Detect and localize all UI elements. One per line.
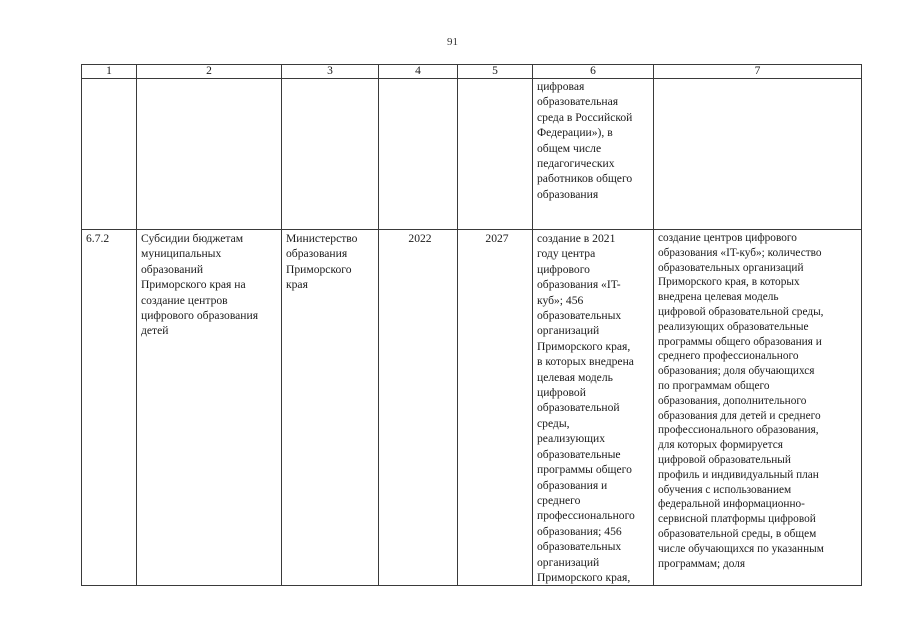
column-header-3: 3 bbox=[282, 65, 379, 79]
row-number: 6.7.2 bbox=[86, 232, 110, 245]
measure-name-cell bbox=[137, 230, 282, 586]
expected-result: создание в 2021 году центра цифрового образования «IT- куб»; 456 образовательных организаций Приморского края, в которых внедрена целевая модель цифровой образовательной среды, реализующих образовательные программы общего образования и среднего профессионального образования; 456 образовательных организаций Приморского края, bbox=[537, 232, 635, 584]
start-year: 2022 bbox=[408, 232, 432, 245]
executor: Министерство образования Приморского края bbox=[286, 232, 358, 292]
column-header-4: 4 bbox=[379, 65, 458, 79]
column-header-row bbox=[82, 65, 862, 79]
column-header-2: 2 bbox=[137, 65, 282, 79]
end-year-cell bbox=[458, 230, 533, 586]
column-header-7: 7 bbox=[654, 65, 862, 79]
cont-cell-7 bbox=[654, 79, 862, 230]
table-row-6-7-2 bbox=[82, 230, 862, 586]
cont-cell-1 bbox=[82, 79, 137, 230]
cont-cell-2 bbox=[137, 79, 282, 230]
column-header-6: 6 bbox=[533, 65, 654, 79]
cont-cell-4 bbox=[379, 79, 458, 230]
cont-cell-3 bbox=[282, 79, 379, 230]
page-number: 91 bbox=[447, 36, 458, 48]
end-year: 2027 bbox=[485, 232, 509, 245]
row-number-cell bbox=[82, 230, 137, 586]
expected-result-cell bbox=[533, 230, 654, 586]
column-header-5: 5 bbox=[458, 65, 533, 79]
start-year-cell bbox=[379, 230, 458, 586]
cont-cell-6-text: цифровая образовательная среда в Российской Федерации»), в общем числе педагогических работников общего образования bbox=[537, 80, 633, 201]
cont-cell-6 bbox=[533, 79, 654, 230]
column-header-1: 1 bbox=[82, 65, 137, 79]
indicators: создание центров цифрового образования «IT-куб»; количество образовательных организаций Приморского края, в которых внедрена целевая модель цифровой образовательной среды, реализующих образовательные программы общего образования и среднего профессионального образования; доля обучающихся по программам общего образования, дополнительного образования для детей и среднего профессионального образования, для которых формируется цифровой образовательный профиль и индивидуальный план обучения с использованием федеральной информационно- сервисной платформы цифровой образовательной среды, в общем числе обучающихся по указанным программам; доля bbox=[658, 232, 824, 570]
measure-name: Субсидии бюджетам муниципальных образований Приморского края на создание центров цифрового образования детей bbox=[141, 232, 259, 338]
indicators-cell bbox=[654, 230, 862, 586]
executor-cell bbox=[282, 230, 379, 586]
document-table bbox=[81, 64, 862, 586]
table-row-continuation bbox=[82, 79, 862, 230]
cont-cell-5 bbox=[458, 79, 533, 230]
